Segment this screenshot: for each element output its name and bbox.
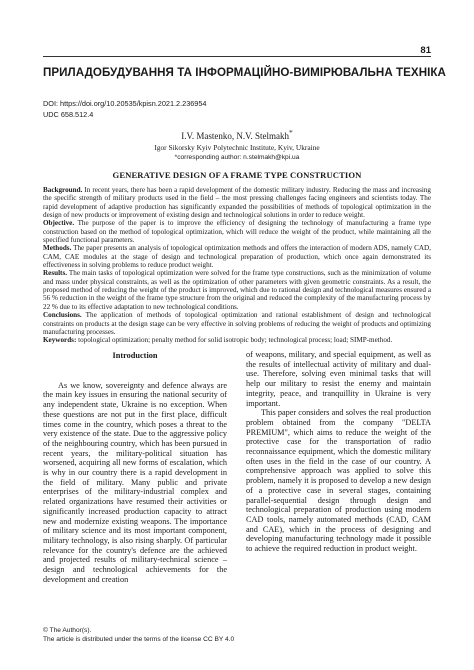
corresponding-author: *corresponding author: n.stelmakh@kpi.ua <box>174 154 300 161</box>
author-names: I.V. Mastenko, N.V. Stelmakh <box>181 131 289 141</box>
abstract-methods <box>43 244 431 269</box>
introduction-heading: Introduction <box>112 351 158 360</box>
keywords-text: topological optimization; penalty method for solid isotropic body; technological process; load; SIMP-method. <box>76 336 393 345</box>
methods-label: Methods. <box>43 244 72 253</box>
intro-paragraph-1-continued: of weapons, military, and special equipment, as well as the results of intellectual activity of military and dual-use. Therefore, solving even minimal tasks that will help our military to resist the enemy and maintain integrity, peace, and tranquillity in Ukraine is very important. <box>246 350 431 408</box>
keywords-label: Keywords: <box>43 336 77 345</box>
body-column-right <box>246 350 431 554</box>
page-number: 81 <box>420 45 431 56</box>
conclusions-label: Conclusions. <box>43 311 82 320</box>
authors <box>43 128 431 141</box>
objective-label: Objective. <box>43 219 75 228</box>
body-column-left <box>43 350 227 584</box>
doi-line[interactable]: DOI: https://doi.org/10.20535/kpisn.2021.2.236954 <box>43 99 207 108</box>
abstract <box>43 186 431 345</box>
results-label: Results. <box>43 269 68 278</box>
conclusions-text: The application of methods of topological optimization and rational establishment of design and technological constraints on products at the design stage can be very effective in solving problems of reducing the weight of products and optimizing manufacturing processes. <box>43 311 431 336</box>
intro-paragraph-1: As we know, sovereignty and defence always are the main key issues in ensuring the national security of any independent state, Ukraine is no exception. When these questions are not put in the first place, difficult times come in the country, which poses a threat to the very existence of the state. Due to the aggressive policy of the neighbouring country, which has been pursued in recent years, the military-political situation has worsened, acquiring all new forms of escalation, which is why in our country there is a rapid development in the field of military. Many public and private enterprises of the military-industrial complex and related organizations have resumed their activities or significantly increased production capacity to attract new and modernize existing weapons. The importance of military science and its most important component, military technology, is also rising sharply. Of particular relevance for the country's defence are the achieved and projected results of military-technical science – design and technological achievements for the development and creation <box>43 380 227 584</box>
objective-text: The purpose of the paper is to improve the efficiency of designing the technology of manufacturing a frame type construction based on the method of topological optimization, which will reduce the weight of the product, while maintaining all the specified functional parameters. <box>43 219 431 245</box>
journal-title: ПРИЛАДОБУДУВАННЯ ТА ІНФОРМАЦІЙНО-ВИМІРЮВАЛЬНА ТЕХНІКА <box>43 66 446 79</box>
udc-line: UDC 658.512.4 <box>43 110 94 119</box>
background-label: Background. <box>43 186 83 194</box>
header-rule <box>43 56 431 57</box>
abstract-background <box>43 186 431 219</box>
intro-paragraph-2: This paper considers and solves the real production problem obtained from the company "DELTA PREMIUM", which aims to reduce the weight of the protective case for the transportation of radio reconnaissance equipment, which the domestic military often uses in the field in the case of our country. A comprehensive approach was applied to solve this problem, namely it is proposed to develop a new design of a protective case in several stages, containing parallel-sequential design through design and technological preparation of production using modern CAD tools, namely automated methods (CAD, CAM and CAE), which in the process of designing and developing manufacturing technology made it possible to achieve the required reduction in product weight. <box>246 408 431 554</box>
footer <box>43 626 234 644</box>
article-title: GENERATIVE DESIGN OF A FRAME TYPE CONSTRUCTION <box>112 170 362 180</box>
background-text: In recent years, there has been a rapid development of the domestic military industry. Reducing the mass and increasing the specific strength of military products used in the field – the most pressing challenges facing engineers and scientists today. The rapid development of adaptive production has significantly expanded the possibilities of methods of topological optimization in the design of new products or improvement of existing design and technological solutions in order to reduce weight. <box>43 186 431 220</box>
copyright-notice: © The Author(s). <box>43 627 92 634</box>
abstract-conclusions <box>43 311 431 336</box>
methods-text: The paper presents an analysis of topological optimization methods and offers the interaction of modern ADS, namely CAD, CAM, CAE modules at the stage of design and technological preparation of production, which once again demonstrated its effectiveness in solving problems to reduce product weight. <box>43 244 431 270</box>
abstract-results <box>43 269 431 311</box>
abstract-objective <box>43 219 431 244</box>
license-notice: The article is distributed under the terms of the license CC BY 4.0 <box>43 636 235 644</box>
corresponding-mark: * <box>288 128 293 137</box>
affiliation: Igor Sikorsky Kyiv Polytechnic Institute, Kyiv, Ukraine <box>154 143 320 152</box>
results-text: The main tasks of topological optimization were solved for the frame type constructions, such as the minimization of volume and mass under physical constraints, as well as the optimization of other parameters with given geometric constraints. As a result, the proposed method of reducing the weight of the product is improved, which due to rational design and technological measures ensured a 56 % reduction in the weight of the frame type structure from the original and reduced the complexity of the manufacturing process by 22 % due to its effective adaptation to new technological conditions. <box>43 269 431 311</box>
abstract-keywords <box>43 336 431 344</box>
